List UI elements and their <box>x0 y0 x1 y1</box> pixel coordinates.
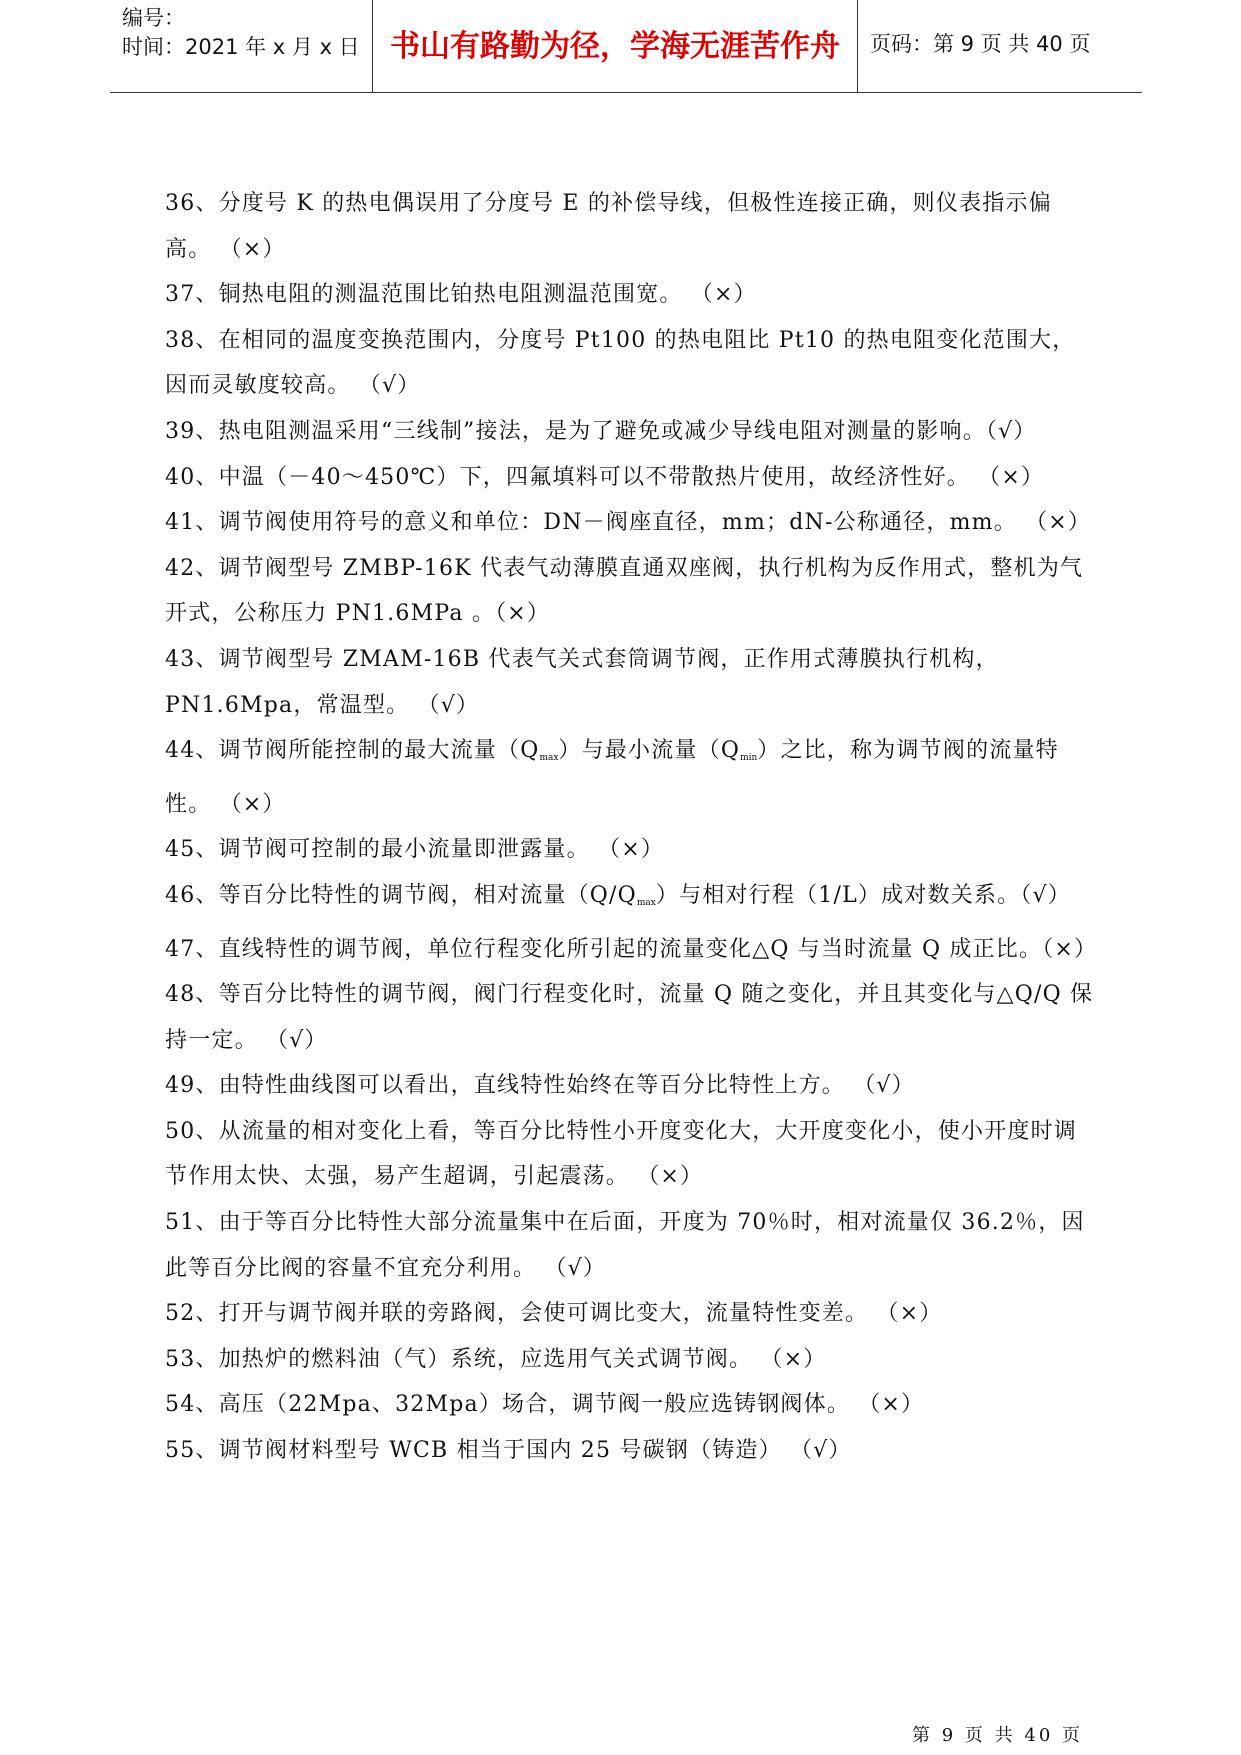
list-item: 43、调节阀型号 ZMAM-16B 代表气关式套筒调节阀，正作用式薄膜执行机构，PN1.6Mpa，常温型。 （√） <box>165 646 999 718</box>
list-item: 45、调节阀可控制的最小流量即泄露量。 （×） <box>165 837 665 863</box>
page-footer: 第 9 页 共 40 页 <box>912 1725 1083 1746</box>
list-item: 37、铜热电阻的测温范围比铂热电阻测温范围宽。 （×） <box>165 282 757 308</box>
list-item: 49、由特性曲线图可以看出，直线特性始终在等百分比特性上方。 （√） <box>165 1073 915 1099</box>
number-label: 编号： <box>122 6 185 30</box>
list-item: 53、加热炉的燃料油（气）系统，应选用气关式调节阀。 （×） <box>165 1346 827 1372</box>
list-item: 48、等百分比特性的调节阀，阀门行程变化时，流量 Q 随之变化，并且其变化与△Q/Q 保持一定。 （√） <box>165 982 1094 1053</box>
header-motto: 书山有路勤为径，学海无涯苦作舟 <box>373 0 858 92</box>
list-item: 38、在相同的温度变换范围内，分度号 Pt100 的热电阻比 Pt10 的热电阻变化范围大，因而灵敏度较高。 （√） <box>165 327 1076 399</box>
question-list <box>165 181 1098 1474</box>
list-item: 36、分度号 K 的热电偶误用了分度号 E 的补偿导线，但极性连接正确，则仪表指示偏高。 （×） <box>165 191 1052 262</box>
list-item: 41、调节阀使用符号的意义和单位：DN－阀座直径，mm；dN-公称通径，mm。 （×） <box>165 510 1092 536</box>
list-item: 46、等百分比特性的调节阀，相对流量$(Q/Q_{max})$与相对行程（1/L）成对数关系。（√） <box>165 882 1071 908</box>
list-item: 39、热电阻测温采用“三线制”接法，是为了避免或减少导线电阻对测量的影响。（√） <box>165 418 1037 444</box>
list-item: 54、高压（22Mpa、32Mpa）场合，调节阀一般应选铸钢阀体。 （×） <box>165 1392 925 1418</box>
time-label: 时间：2021 年 x 月 x 日 <box>122 35 360 59</box>
list-item: 40、中温（－40～450℃）下，四氟填料可以不带散热片使用，故经济性好。 （×） <box>165 464 1045 490</box>
list-item: 44、调节阀所能控制的最大流量$(Q_{max})$与最小流量$(Q_{min})$之比，称为调节阀的流量特性。 （×） <box>165 738 1059 817</box>
subscript-max: max <box>636 897 656 908</box>
header-meta <box>110 0 373 92</box>
list-item: 42、调节阀型号 ZMBP-16K 代表气动薄膜直通双座阀，执行机构为反作用式，整机为气开式，公称压力 PN1.6MPa 。（×） <box>165 555 1084 627</box>
list-item: 51、由于等百分比特性大部分流量集中在后面，开度为 70％时，相对流量仅 36.2％，因此等百分比阀的容量不宜充分利用。 （√） <box>165 1210 1085 1281</box>
list-item: 52、打开与调节阀并联的旁路阀，会使可调比变大，流量特性变差。 （×） <box>165 1301 943 1327</box>
subscript-max: max <box>539 753 559 764</box>
subscript-min: min <box>740 753 758 764</box>
header-page-info: 页码：第 9 页 共 40 页 <box>870 32 1091 56</box>
list-item: 47、直线特性的调节阀，单位行程变化所引起的流量变化△Q 与当时流量 Q 成正比。（×） <box>165 936 1098 962</box>
list-item: 55、调节阀材料型号 WCB 相当于国内 25 号碳钢（铸造） （√） <box>165 1438 852 1464</box>
page-header <box>110 0 1142 93</box>
list-item: 50、从流量的相对变化上看，等百分比特性小开度变化大，大开度变化小，使小开度时调节作用太快、太强，易产生超调，引起震荡。 （×） <box>165 1118 1077 1190</box>
